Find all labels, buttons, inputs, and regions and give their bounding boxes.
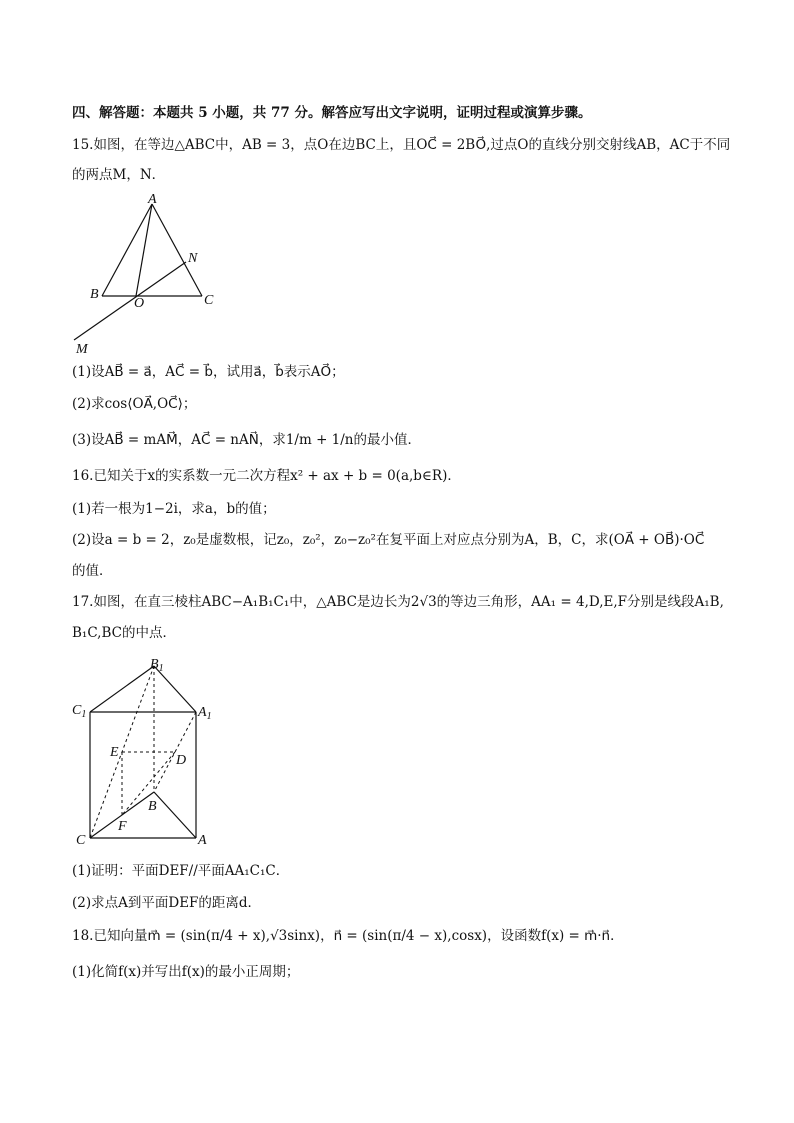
q15-edge-ac <box>152 204 202 296</box>
q15-stem-line1: 15.如图，在等边△ABC中，AB = 3，点O在边BC上，且OC⃗ = 2BO⃗,过点O的直线分别交射线AB，AC于不同 <box>72 137 731 153</box>
q15-label-m: M <box>76 342 88 357</box>
q17-label-c1: $C_1$ <box>72 703 87 720</box>
q17-label-e: E <box>110 745 119 760</box>
q15-label-a: A <box>148 192 157 207</box>
q18-part1: (1)化简f(x)并写出f(x)的最小正周期； <box>72 964 300 980</box>
q15-part2: (2)求cos⟨OA⃗,OC⃗⟩； <box>72 396 197 412</box>
q17-part2: (2)求点A到平面DEF的距离d． <box>72 895 262 911</box>
q17-label-b1: $B_1$ <box>150 657 164 674</box>
q16-part2-line1: (2)设a = b = 2，z₀是虚数根，记z₀，z₀²，z₀−z₀²在复平面上对应点分别为A，B，C，求(OA⃗ + OB⃗)·OC⃗ <box>72 532 705 548</box>
q18-stem: 18.已知向量m⃗ = (sin(π/4 + x),√3sinx)，n⃗ = (sin(π/4 − x),cosx)，设函数f(x) = m⃗·n⃗． <box>72 928 624 944</box>
section-header: 四、解答题：本题共 5 小题，共 77 分。解答应写出文字说明，证明过程或演算步骤。 <box>72 105 592 121</box>
q15-label-o: O <box>134 296 145 311</box>
q17-label-f: F <box>118 819 127 834</box>
q17-label-c: C <box>76 833 86 848</box>
q17-label-b: B <box>148 799 157 814</box>
q15-label-b: B <box>90 287 99 302</box>
q17-part1: (1)证明：平面DEF//平面AA₁C₁C． <box>72 863 290 879</box>
q15-part1: (1)设AB⃗ = a⃗，AC⃗ = b⃗，试用a⃗，b⃗表示AO⃗； <box>72 364 345 380</box>
q16-part1: (1)若一根为1−2i，求a，b的值； <box>72 501 276 517</box>
q15-part3: (3)设AB⃗ = mAM⃗，AC⃗ = nAN⃗，求1/m + 1/n的最小值． <box>72 432 422 448</box>
q17-label-a1: $A_1$ <box>198 705 212 722</box>
q15-figure <box>70 190 230 360</box>
q16-stem: 16.已知关于x的实系数一元二次方程x² + ax + b = 0(a,b∈R)． <box>72 468 461 484</box>
q15-label-n: N <box>188 251 198 266</box>
q15-stem-line2: 的两点M，N． <box>72 167 166 183</box>
q17-prism-figure <box>66 650 226 850</box>
q17-stem-line2: B₁C,BC的中点． <box>72 625 176 641</box>
q17-label-a: A <box>198 833 207 848</box>
q17-stem-line1: 17.如图，在直三棱柱ABC−A₁B₁C₁中，△ABC是边长为2√3的等边三角形，AA₁ = 4,D,E,F分别是线段A₁B, <box>72 594 724 610</box>
q16-part2-line2: 的值． <box>72 563 113 579</box>
q15-label-c: C <box>204 293 214 308</box>
q17-label-d: D <box>176 753 187 768</box>
